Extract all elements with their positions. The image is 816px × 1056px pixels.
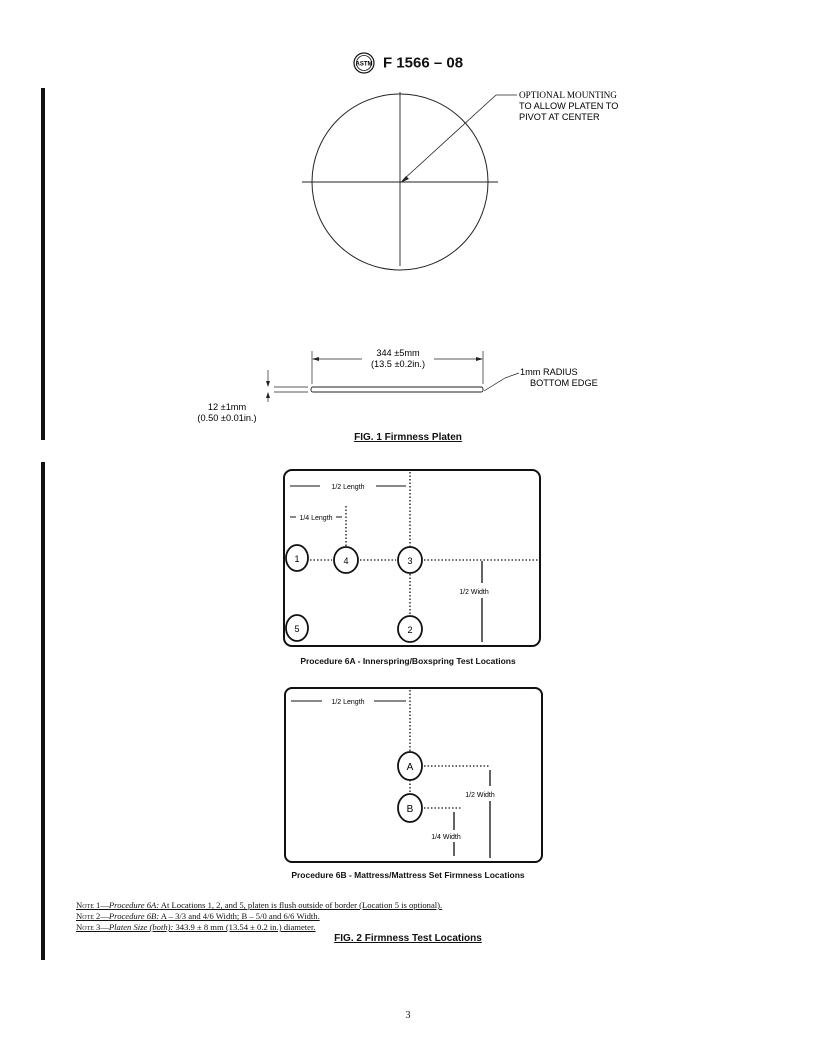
logo-text: ASTM xyxy=(355,61,373,68)
procedure-6a-caption: Procedure 6A - Innerspring/Boxspring Test Locations xyxy=(300,656,516,666)
note-2: Note 2—Procedure 6B: A – 3/3 and 4/6 Width; B – 5/0 and 6/6 Width. xyxy=(76,911,320,921)
page-number: 3 xyxy=(405,1010,411,1021)
procedure-6b-diagram xyxy=(0,680,816,866)
thickness-dimension-mm: 12 ±1mm xyxy=(207,402,247,412)
half-width-label: 1/2 Width xyxy=(465,792,495,799)
document-designation: F 1566 – 08 xyxy=(382,54,464,72)
note-3: Note 3—Platen Size (both): 343.9 ± 8 mm (13.54 ± 0.2 in.) diameter. xyxy=(76,922,316,932)
callout-line-3: PIVOT AT CENTER xyxy=(519,112,600,122)
note-1: Note 1—Procedure 6A: At Locations 1, 2, and 5, platen is flush outside of border (Location 5 is optional). xyxy=(76,900,443,910)
half-length-label: 1/2 Length xyxy=(331,699,365,706)
width-dimension-mm: 344 ±5mm xyxy=(376,348,420,358)
half-length-label: 1/2 Length xyxy=(331,484,365,491)
quarter-length-label: 1/4 Length xyxy=(299,515,333,522)
radius-label-1: 1mm RADIUS xyxy=(520,367,578,377)
width-dimension-in: (13.5 ±0.2in.) xyxy=(370,359,426,369)
location-3-label: 3 xyxy=(407,556,413,566)
thickness-dimension-in: (0.50 ±0.01in.) xyxy=(197,413,257,423)
platen-side-view xyxy=(311,387,483,392)
figure-1-caption: FIG. 1 Firmness Platen xyxy=(354,432,462,443)
half-width-label: 1/2 Width xyxy=(459,589,489,596)
callout-line-2: TO ALLOW PLATEN TO xyxy=(519,101,619,111)
location-4-label: 4 xyxy=(343,556,349,566)
location-a-label: A xyxy=(406,762,414,773)
location-2-label: 2 xyxy=(407,625,413,635)
location-5-label: 5 xyxy=(294,624,300,634)
quarter-width-label: 1/4 Width xyxy=(431,834,461,841)
figure-2-caption: FIG. 2 Firmness Test Locations xyxy=(334,933,482,944)
callout-line-1: OPTIONAL MOUNTING xyxy=(519,90,617,100)
location-b-label: B xyxy=(406,804,414,815)
procedure-6a-diagram xyxy=(0,460,816,650)
figure-1-drawing xyxy=(0,0,816,440)
callout-leader xyxy=(403,95,496,180)
procedure-6b-caption: Procedure 6B - Mattress/Mattress Set Firmness Locations xyxy=(291,870,525,880)
location-1-label: 1 xyxy=(294,554,300,564)
radius-label-2: BOTTOM EDGE xyxy=(530,378,598,388)
